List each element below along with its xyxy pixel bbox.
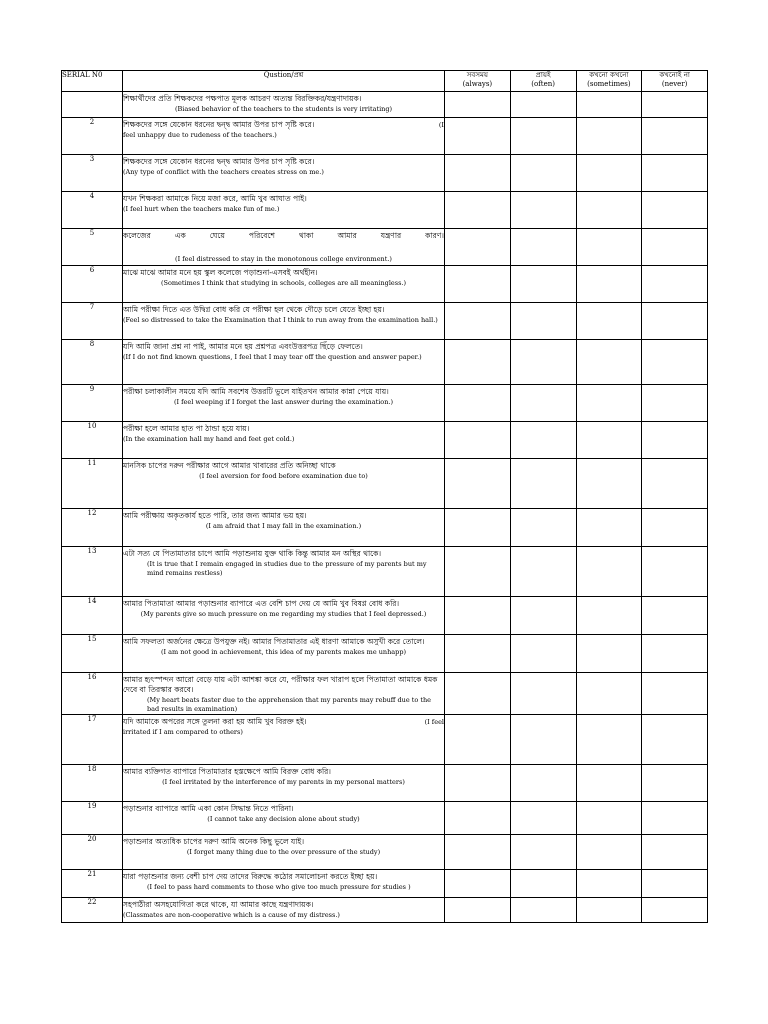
serial-number: 4 [62, 192, 123, 229]
question-bangla-word: আমার [337, 231, 357, 240]
answer-cell-often[interactable] [510, 340, 576, 385]
answer-cell-often[interactable] [510, 547, 576, 597]
question-english: (Feel so distressed to take the Examination that I think to run away from the examination hall.) [123, 316, 438, 324]
option-label-bn: কখনোই না [659, 71, 690, 79]
question-cell [123, 898, 445, 923]
question-row [62, 547, 708, 597]
header-row [62, 71, 708, 92]
question-row [62, 459, 708, 509]
serial-number: 21 [62, 870, 123, 898]
question-row [62, 303, 708, 340]
answer-cell-often[interactable] [510, 192, 576, 229]
option-label-bn: কখনো কখনো [589, 71, 629, 79]
answer-cell-never[interactable] [642, 340, 708, 385]
answer-cell-sometimes[interactable] [576, 835, 642, 870]
serial-number: 17 [62, 715, 123, 765]
answer-cell-sometimes[interactable] [576, 229, 642, 266]
answer-cell-sometimes[interactable] [576, 303, 642, 340]
question-cell [123, 509, 445, 547]
serial-number: 10 [62, 422, 123, 459]
answer-cell-never[interactable] [642, 635, 708, 673]
answer-cell-always[interactable] [445, 192, 511, 229]
question-row [62, 835, 708, 870]
answer-cell-never[interactable] [642, 547, 708, 597]
question-row [62, 765, 708, 802]
question-bangla: পড়াশুনার অত্যধিক চাপের দরুণ আমি অনেক কিছু ভুলে যাই। [123, 837, 305, 846]
question-bangla-word: পরিবেশে [248, 231, 275, 240]
answer-cell-always[interactable] [445, 340, 511, 385]
answer-cell-always[interactable] [445, 673, 511, 715]
serial-number: 2 [62, 118, 123, 155]
question-english: (Any type of conflict with the teachers creates stress on me.) [123, 168, 324, 176]
question-english: (It is true that I remain engaged in studies due to the pressure of my parents but my mind remains restless) [147, 560, 427, 577]
question-bangla-word: এক [174, 231, 186, 240]
question-bangla: আমি পরীক্ষা দিতে এত উদ্বিগ্ন বোধ করি যে পরীক্ষা হল থেকে দৌড়ে চলে যেতে ইচ্ছা হয়। [123, 305, 385, 314]
question-cell [123, 118, 445, 155]
question-bangla: আমি পরীক্ষায় অকৃতকার্য হতে পারি, তার জন্য আমার ভয় হয়। [123, 511, 307, 520]
serial-number: 15 [62, 635, 123, 673]
answer-cell-often[interactable] [510, 303, 576, 340]
answer-cell-never[interactable] [642, 385, 708, 422]
option-label-en: (sometimes) [587, 80, 631, 88]
answer-cell-never[interactable] [642, 459, 708, 509]
question-bangla: এটা সত্য যে পিতামাতার চাপে আমি পড়াশুনায় যুক্ত থাকি কিন্তু আমার মন অস্থির থাকে। [123, 549, 382, 558]
serial-number: 9 [62, 385, 123, 422]
question-english: feel unhappy due to rudeness of the teachers.) [123, 131, 277, 139]
answer-cell-sometimes[interactable] [576, 92, 642, 118]
answer-cell-always[interactable] [445, 802, 511, 835]
question-english: (I feel irritated by the interference of my parents in my personal matters) [162, 778, 405, 786]
question-cell [123, 229, 445, 266]
answer-cell-often[interactable] [510, 673, 576, 715]
question-row [62, 898, 708, 923]
question-english: (I feel weeping if I forget the last answer during the examination.) [173, 398, 394, 406]
option-label-bn: সবসময় [466, 71, 488, 79]
serial-number: 20 [62, 835, 123, 870]
question-row [62, 715, 708, 765]
answer-cell-never[interactable] [642, 673, 708, 715]
answer-cell-always[interactable] [445, 303, 511, 340]
answer-cell-sometimes[interactable] [576, 266, 642, 303]
question-row [62, 673, 708, 715]
question-row [62, 635, 708, 673]
option-header-sometimes [576, 71, 642, 92]
question-bangla: শিক্ষার্থীদের প্রতি শিক্ষকদের পক্ষপাত মূলক আচরণ অত্যন্ত বিরক্তিকর/যন্ত্রণাদায়ক। [123, 94, 362, 103]
serial-number: 22 [62, 898, 123, 923]
question-row [62, 509, 708, 547]
question-bangla: সহপাঠীরা অসহযোগিতা করে থাকে, যা আমার কাছে যন্ত্রণাদায়ক। [123, 900, 314, 909]
question-cell [123, 155, 445, 192]
answer-cell-always[interactable] [445, 547, 511, 597]
question-bangla: আমার পিতামাতা আমার পড়াশুনার ব্যাপারে এত বেশি চাপ দেয় যে আমি খুব বিষণ্ণ বোধ করি। [123, 599, 400, 608]
answer-cell-always[interactable] [445, 266, 511, 303]
serial-number: 3 [62, 155, 123, 192]
serial-number [62, 92, 123, 118]
question-row [62, 422, 708, 459]
answer-cell-never[interactable] [642, 715, 708, 765]
answer-cell-often[interactable] [510, 509, 576, 547]
question-bangla-word: যন্ত্রণার [380, 231, 402, 240]
question-english-start: (I feel [424, 718, 444, 726]
answer-cell-often[interactable] [510, 459, 576, 509]
question-english: (My heart beats faster due to the apprehension that my parents may rebuff due to the bad results in examination) [147, 696, 431, 713]
question-cell [123, 459, 445, 509]
answer-cell-never[interactable] [642, 303, 708, 340]
serial-header: SERIAL N0 [62, 71, 123, 92]
question-english: (I am afraid that I may fall in the examination.) [205, 522, 362, 530]
answer-cell-often[interactable] [510, 765, 576, 802]
answer-cell-always[interactable] [445, 765, 511, 802]
answer-cell-always[interactable] [445, 155, 511, 192]
question-row [62, 155, 708, 192]
answer-cell-often[interactable] [510, 715, 576, 765]
question-bangla: মাঝে মাঝে আমার মনে হয় স্কুল কলেজে পড়াশুনা-এসবই অর্থহীন। [123, 268, 318, 277]
answer-cell-sometimes[interactable] [576, 155, 642, 192]
question-cell [123, 422, 445, 459]
answer-cell-often[interactable] [510, 155, 576, 192]
answer-cell-always[interactable] [445, 92, 511, 118]
question-cell [123, 303, 445, 340]
answer-cell-sometimes[interactable] [576, 118, 642, 155]
answer-cell-never[interactable] [642, 597, 708, 635]
question-bangla: শিক্ষকদের সঙ্গে যেকোন ধরনের দ্বন্দ্ব আমার উপর চাপ সৃষ্টি করে। [123, 157, 315, 166]
answer-cell-sometimes[interactable] [576, 385, 642, 422]
serial-number: 11 [62, 459, 123, 509]
question-cell [123, 835, 445, 870]
answer-cell-never[interactable] [642, 802, 708, 835]
serial-number: 5 [62, 229, 123, 266]
answer-cell-sometimes[interactable] [576, 870, 642, 898]
question-english: (I feel hurt when the teachers make fun of me.) [123, 205, 280, 213]
answer-cell-sometimes[interactable] [576, 192, 642, 229]
answer-cell-often[interactable] [510, 118, 576, 155]
option-label-en: (often) [531, 80, 555, 88]
question-bangla: পরীক্ষা চলাকালীন সময়ে যদি আমি সবশেষ উত্তরটি ভুলে যাইতখন আমার কান্না পেয়ে যায়। [123, 387, 389, 396]
answer-cell-always[interactable] [445, 229, 511, 266]
answer-cell-sometimes[interactable] [576, 422, 642, 459]
question-english: (I feel aversion for food before examination due to) [199, 472, 368, 480]
option-header-always [445, 71, 511, 92]
question-english: (I feel to pass hard comments to those who give too much pressure for studies ) [147, 883, 411, 891]
answer-cell-often[interactable] [510, 266, 576, 303]
answer-cell-always[interactable] [445, 715, 511, 765]
question-bangla: যদি আমি জানা প্রশ্ন না পাই, আমার মনে হয় প্রশ্নপত্র এবংউত্তরপত্র ছিঁড়ে ফেলতে। [123, 342, 363, 351]
question-row [62, 597, 708, 635]
question-bangla: আমি সফলতা অর্জনের ক্ষেত্রে উপযুক্ত নই। আমার পিতামাতার এই ধারণা আমাকে অসুখী করে তোলে। [123, 637, 425, 646]
question-bangla-line [123, 118, 444, 130]
answer-cell-often[interactable] [510, 422, 576, 459]
answer-cell-sometimes[interactable] [576, 340, 642, 385]
answer-cell-sometimes[interactable] [576, 673, 642, 715]
answer-cell-never[interactable] [642, 92, 708, 118]
question-cell [123, 192, 445, 229]
question-cell [123, 715, 445, 765]
question-english: (I forget many thing due to the over pressure of the study) [186, 848, 381, 856]
question-cell [123, 547, 445, 597]
answer-cell-often[interactable] [510, 597, 576, 635]
question-english-start: (I [438, 121, 444, 129]
answer-cell-never[interactable] [642, 229, 708, 266]
question-cell [123, 266, 445, 303]
serial-number: 6 [62, 266, 123, 303]
serial-number: 18 [62, 765, 123, 802]
serial-number: 19 [62, 802, 123, 835]
option-label-en: (never) [661, 80, 688, 88]
answer-cell-sometimes[interactable] [576, 898, 642, 923]
option-label-bn: প্রায়ই [535, 71, 551, 79]
question-bangla: শিক্ষকদের সঙ্গে যেকোন ধরনের দ্বন্দ্ব আমার উপর চাপ সৃষ্টি করে। [123, 120, 315, 129]
serial-number: 16 [62, 673, 123, 715]
question-bangla: যারা পড়াশুনার জন্য বেশী চাপ দেয় তাদের বিরুদ্ধে কঠোর সমালোচনা করতে ইচ্ছা হয়। [123, 872, 378, 881]
question-bangla: আমার হৃৎস্পন্দন আরো বেড়ে যায় এটা আশঙ্কা করে যে, পরীক্ষার ফল খারাপ হলে পিতামাতা আমাকে ধমক দেবে বা তিরস্কার করবে। [123, 675, 438, 694]
question-row [62, 385, 708, 422]
question-bangla: মানসিক চাপের দরুন পরীক্ষার আগে আমার খাবারের প্রতি অনিচ্ছা থাকে [123, 461, 336, 470]
option-header-often [510, 71, 576, 92]
question-english: (I am not good in achievement, this idea of my parents makes me unhapp) [160, 648, 407, 656]
answer-cell-always[interactable] [445, 870, 511, 898]
answer-cell-never[interactable] [642, 155, 708, 192]
serial-number: 13 [62, 547, 123, 597]
answer-cell-never[interactable] [642, 765, 708, 802]
question-bangla: পড়াশুনার ব্যাপারে আমি একা কোন সিদ্ধান্ত নিতে পারিনা। [123, 804, 294, 813]
question-cell [123, 870, 445, 898]
answer-cell-sometimes[interactable] [576, 635, 642, 673]
question-english: (I cannot take any decision alone about study) [207, 815, 360, 823]
question-row [62, 802, 708, 835]
answer-cell-always[interactable] [445, 898, 511, 923]
question-cell [123, 385, 445, 422]
answer-cell-sometimes[interactable] [576, 597, 642, 635]
question-english: (Biased behavior of the teachers to the students is very irritating) [174, 105, 393, 113]
question-row [62, 340, 708, 385]
answer-cell-never[interactable] [642, 898, 708, 923]
answer-cell-often[interactable] [510, 385, 576, 422]
question-bangla: পরীক্ষা হলে আমার হাত পা ঠান্ডা হয়ে যায়। [123, 424, 250, 433]
answer-cell-always[interactable] [445, 118, 511, 155]
answer-cell-never[interactable] [642, 870, 708, 898]
answer-cell-always[interactable] [445, 835, 511, 870]
answer-cell-often[interactable] [510, 635, 576, 673]
question-bangla-word: কারণ। [425, 231, 444, 240]
answer-cell-sometimes[interactable] [576, 547, 642, 597]
serial-number: 8 [62, 340, 123, 385]
question-cell [123, 340, 445, 385]
serial-number: 14 [62, 597, 123, 635]
question-bangla-word: থাকা [298, 231, 314, 240]
question-bangla-line [123, 715, 444, 727]
answer-cell-often[interactable] [510, 229, 576, 266]
answer-cell-never[interactable] [642, 422, 708, 459]
answer-cell-always[interactable] [445, 422, 511, 459]
answer-cell-always[interactable] [445, 597, 511, 635]
question-english: (My parents give so much pressure on me regarding my studies that I feel depressed.) [140, 610, 427, 618]
answer-cell-always[interactable] [445, 459, 511, 509]
answer-cell-sometimes[interactable] [576, 715, 642, 765]
answer-cell-often[interactable] [510, 870, 576, 898]
question-cell [123, 92, 445, 118]
question-row [62, 266, 708, 303]
serial-number: 12 [62, 509, 123, 547]
question-row [62, 229, 708, 266]
question-bangla: আমার ব্যক্তিগত ব্যাপারে পিতামাতার হস্তক্ষেপে আমি বিরক্ত বোধ করি। [123, 767, 331, 776]
answer-cell-sometimes[interactable] [576, 459, 642, 509]
question-bangla-word: কলেজের [123, 231, 151, 240]
answer-cell-often[interactable] [510, 898, 576, 923]
question-row [62, 870, 708, 898]
question-bangla [123, 229, 444, 241]
answer-cell-often[interactable] [510, 802, 576, 835]
question-header: Qustion/প্রশ্ন [123, 71, 445, 92]
answer-cell-always[interactable] [445, 635, 511, 673]
question-bangla: যদি আমাকে অপরের সঙ্গে তুলনা করা হয় আমি খুব বিরক্ত হই। [123, 717, 307, 726]
question-row [62, 192, 708, 229]
question-english: (Sometimes I think that studying in schools, colleges are all meaningless.) [160, 279, 407, 287]
question-row [62, 92, 708, 118]
question-cell [123, 635, 445, 673]
question-cell [123, 597, 445, 635]
answer-cell-never[interactable] [642, 835, 708, 870]
question-english: (Classmates are non-cooperative which is a cause of my distress.) [123, 911, 340, 919]
question-cell [123, 765, 445, 802]
answer-cell-never[interactable] [642, 118, 708, 155]
question-bangla: যখন শিক্ষকরা আমাকে নিয়ে মজা করে, আমি খুব আঘাত পাই। [123, 194, 307, 203]
questionnaire-table [61, 70, 708, 923]
answer-cell-sometimes[interactable] [576, 802, 642, 835]
answer-cell-never[interactable] [642, 192, 708, 229]
answer-cell-never[interactable] [642, 509, 708, 547]
question-cell [123, 802, 445, 835]
question-english: (If I do not find known questions, I feel that I may tear off the question and answer paper.) [123, 353, 422, 361]
answer-cell-always[interactable] [445, 509, 511, 547]
answer-cell-sometimes[interactable] [576, 765, 642, 802]
answer-cell-often[interactable] [510, 92, 576, 118]
serial-number: 7 [62, 303, 123, 340]
question-bangla-word: ঘেয়ে [209, 231, 225, 240]
question-cell [123, 673, 445, 715]
question-english: (I feel distressed to stay in the monotonous college environment.) [175, 255, 392, 263]
answer-cell-always[interactable] [445, 385, 511, 422]
answer-cell-sometimes[interactable] [576, 509, 642, 547]
question-english: irritated if I am compared to others) [123, 728, 243, 736]
answer-cell-never[interactable] [642, 266, 708, 303]
answer-cell-often[interactable] [510, 835, 576, 870]
option-label-en: (always) [462, 80, 493, 88]
question-row [62, 118, 708, 155]
option-header-never [642, 71, 708, 92]
question-english: (In the examination hall my hand and feet get cold.) [123, 435, 295, 443]
